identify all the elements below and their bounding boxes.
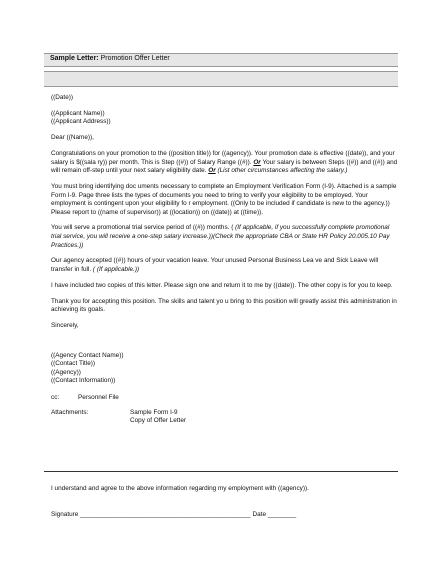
agreement-statement: I understand and agree to the above information regarding my employment with ((agency)).: [51, 485, 309, 492]
p1-text-a: Congratulations on your promotion to the ((position title)) for ((agency)). Your promotion date is effective ((date)), and your salary is $((sala ry)) per month. This is Step ((#)) of Salary Range ((#)).: [51, 149, 395, 166]
paragraph-thanks: Thank you for accepting this position. The skills and talent yo u bring to this position will greatly assist this administration in achieving its goals.: [51, 297, 397, 314]
applicant-address: ((Applicant Address)): [51, 118, 111, 126]
document-title: [50, 55, 170, 62]
title-bar: [44, 53, 398, 67]
paragraph-documents: You must bring identifying doc uments necessary to complete an Employment Verification Form (I-9). Attached is a sample Form I-9. Page three lists the types of documents you need to bring to verify your eligibility to be employed. Your employment is contingent upon your eligibility fo r employment. ((Only to be included if candidate is new to the agency.)) Please report to ((name of supervisor)) at ((location)) on ((date)) at ((time)).: [51, 182, 397, 216]
salutation: Dear ((Name)),: [51, 134, 94, 142]
applicant-name: ((Applicant Name)): [51, 109, 105, 117]
attachments: [51, 409, 401, 426]
title-label: Sample Letter:: [50, 55, 99, 62]
attachments-label: Attachments:: [51, 408, 89, 416]
paragraph-leave: [51, 257, 401, 274]
paragraph-copies: I have included two copies of this letter. Please sign one and return it to me by ((date)). The other copy is for you to keep.: [51, 281, 393, 289]
letter-body: [51, 94, 401, 426]
attachments-list: [130, 409, 186, 426]
p3-text-b: (If applicable, if you successfully complete promotional trial service, you will receive a one-step salary increase.))(Check the appropriate CBA or State HR Policy 20.005.10 Pay Practices.)): [51, 224, 390, 249]
p1-or-2: Or: [208, 167, 216, 175]
attachment-item: Sample Form I-9: [130, 408, 178, 416]
letter-date: ((Date)): [51, 94, 74, 101]
signature-line: Signature ________________________________________________ Date ________: [51, 511, 297, 518]
cc-label: cc:: [51, 393, 60, 401]
blank-bar: [44, 71, 398, 87]
p3-text-a: You will serve a promotional trial service period of ((#)) months. (: [51, 224, 236, 232]
p1-text-c: (List other circumstances affecting the salary.): [215, 167, 348, 175]
cc-value: Personnel File: [78, 393, 119, 401]
closing: Sincerely,: [51, 321, 79, 329]
p1-or-1: Or: [253, 158, 261, 166]
contact-name: ((Agency Contact Name)): [51, 351, 124, 359]
paragraph-promotion: [51, 150, 401, 176]
title-text: Promotion Offer Letter: [98, 55, 170, 62]
cc-line: [51, 394, 401, 403]
paragraph-trial-service: [51, 224, 401, 250]
p4-text-a: Our agency accepted ((#)) hours of your vacation leave. Your unused Personal Business Lea ve and Sick Leave will transfer in full.: [51, 257, 379, 274]
agency-name: ((Agency)): [51, 368, 81, 376]
contact-block: [51, 352, 401, 386]
contact-title: ((Contact Title)): [51, 360, 96, 368]
divider: [44, 471, 398, 472]
attachment-item: Copy of Offer Letter: [130, 417, 187, 425]
contact-info: ((Contact Information)): [51, 377, 116, 385]
p4-text-b: ( (If applicable.)): [92, 266, 140, 274]
p1-text-b: Your salary is between Steps ((#)) and ((#)) and will remain off-step until your next salary eligibility date.: [51, 158, 398, 175]
